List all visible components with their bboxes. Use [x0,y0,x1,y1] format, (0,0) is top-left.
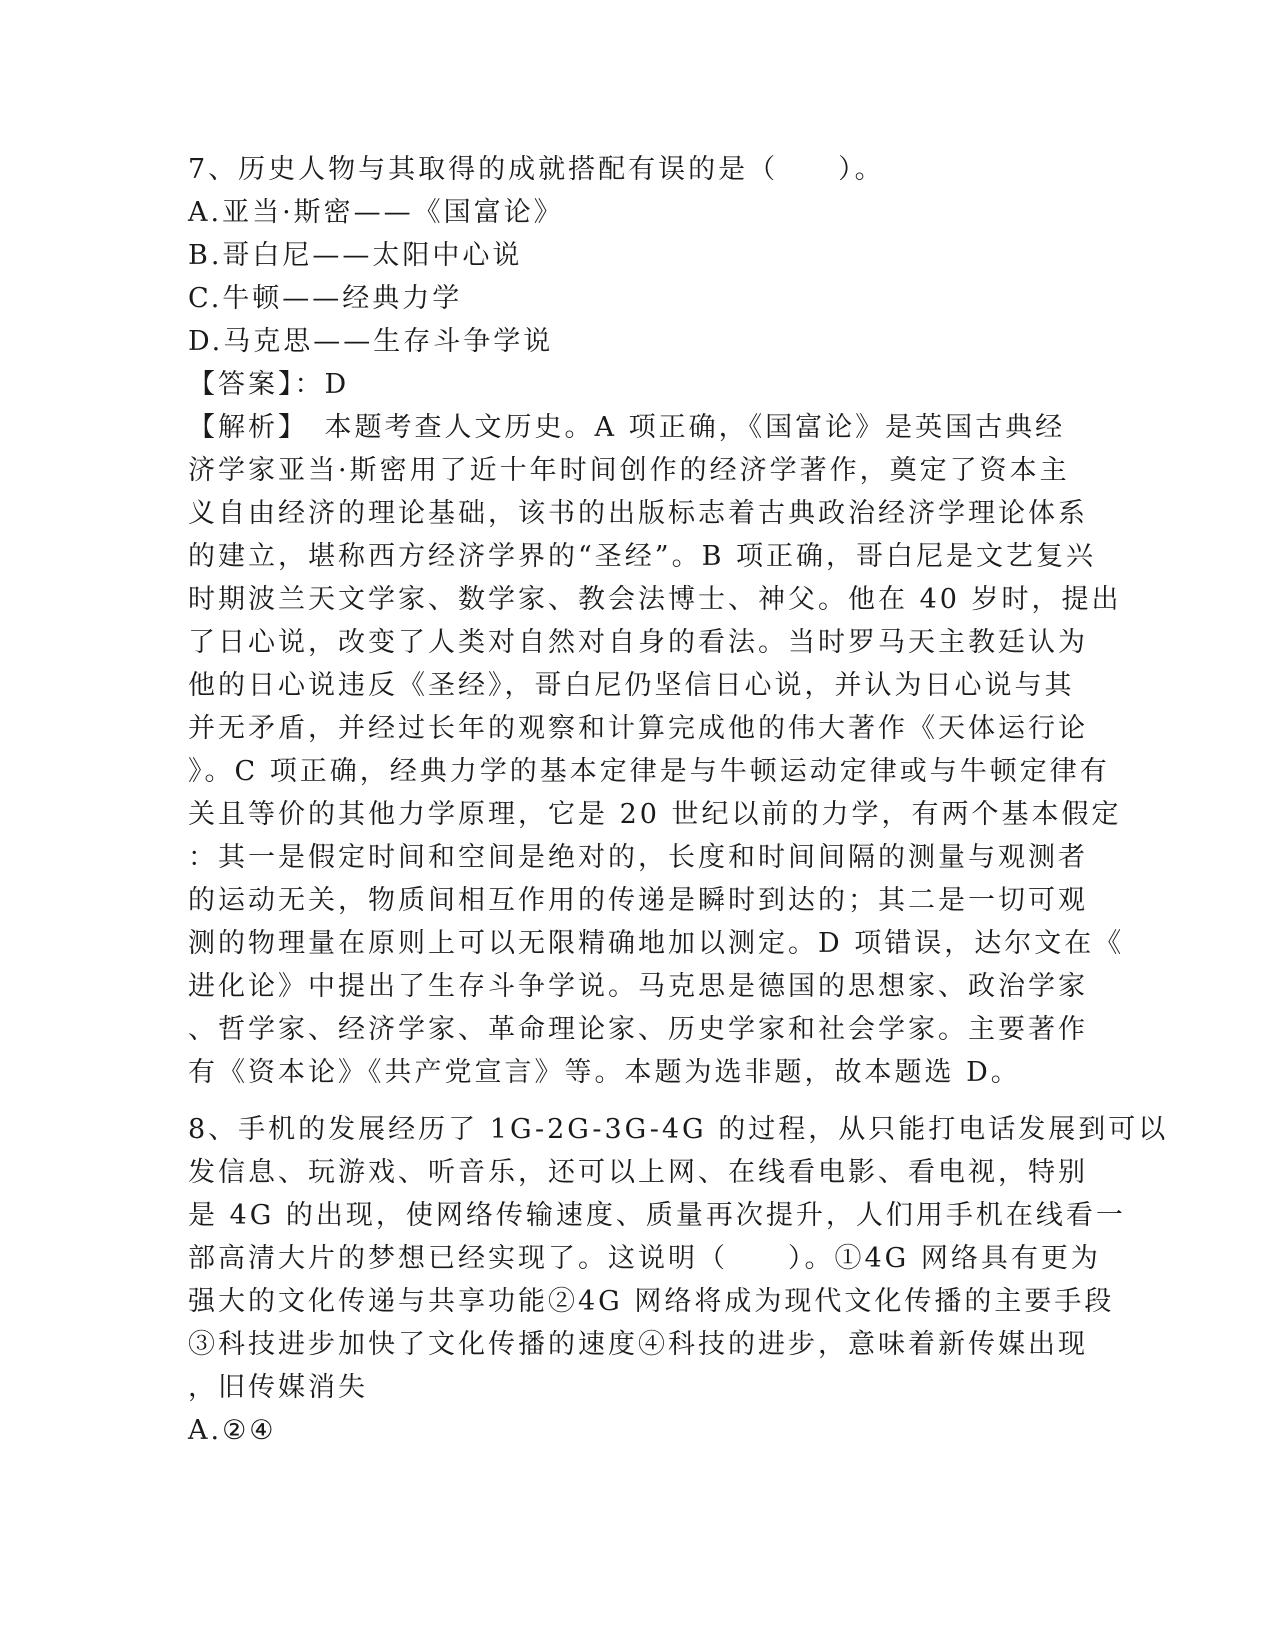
question-stem-line: 是 4G 的出现，使网络传输速度、质量再次提升，人们用手机在线看一 [188,1200,1126,1231]
analysis-line: 测的物理量在原则上可以无限精确地加以测定。D 项错误，达尔文在《 [188,928,1125,959]
analysis-line: 义自由经济的理论基础，该书的出版标志着古典政治经济学理论体系 [188,498,1088,529]
analysis-line: 并无矛盾，并经过长年的观察和计算完成他的伟大著作《天体运行论 [188,713,1088,744]
answer-line: 【答案】：D [188,369,350,400]
analysis-line: 他的日心说违反《圣经》，哥白尼仍坚信日心说，并认为日心说与其 [188,670,1075,701]
question-stem-line: ，旧传媒消失 [188,1372,368,1403]
question-7 [188,148,1125,1094]
analysis-line: 的运动无关，物质间相互作用的传递是瞬时到达的；其二是一切可观 [188,885,1088,916]
analysis-line: 的建立，堪称西方经济学界的“圣经”。B 项正确，哥白尼是文艺复兴 [188,541,1097,572]
question-stem-line: 发信息、玩游戏、听音乐，还可以上网、在线看电影、看电视，特别 [188,1157,1088,1188]
option-a: A.②④ [188,1415,277,1446]
analysis-block [188,406,1125,1094]
analysis-line: 、哲学家、经济学家、革命理论家、历史学家和社会学家。主要著作 [188,1014,1088,1045]
analysis-line: 》。C 项正确，经典力学的基本定律是与牛顿运动定律或与牛顿定律有 [188,756,1110,787]
analysis-line: 时期波兰天文学家、数学家、教会法博士、神父。他在 40 岁时，提出 [188,584,1122,615]
option-d: D.马克思——生存斗争学说 [188,326,554,357]
question-8 [188,1108,1169,1452]
question-spacer [188,1094,1088,1108]
analysis-line: 【解析】 本题考查人文历史。A 项正确，《国富论》是英国古典经 [188,412,1066,443]
question-stem-line: 部高清大片的梦想已经实现了。这说明（ ）。①4G 网络具有更为 [188,1243,1101,1274]
analysis-line: 有《资本论》《共产党宣言》等。本题为选非题，故本题选 D。 [188,1057,1021,1088]
analysis-line: ：其一是假定时间和空间是绝对的，长度和时间间隔的测量与观测者 [188,842,1088,873]
analysis-line: 济学家亚当·斯密用了近十年时间创作的经济学著作，奠定了资本主 [188,455,1070,486]
option-a: A.亚当·斯密——《国富论》 [188,197,564,228]
page-content [188,148,1169,1452]
question-stem: 7、历史人物与其取得的成就搭配有误的是（ ）。 [188,154,885,185]
option-c: C.牛顿——经典力学 [188,283,463,314]
analysis-line: 了日心说，改变了人类对自然对自身的看法。当时罗马天主教廷认为 [188,627,1088,658]
question-stem-line: 强大的文化传递与共享功能②4G 网络将成为现代文化传播的主要手段 [188,1286,1115,1317]
analysis-line: 进化论》中提出了生存斗争学说。马克思是德国的思想家、政治学家 [188,971,1088,1002]
question-stem-line: ③科技进步加快了文化传播的速度④科技的进步，意味着新传媒出现 [188,1329,1088,1360]
analysis-line: 关且等价的其他力学原理，它是 20 世纪以前的力学，有两个基本假定 [188,799,1122,830]
question-stem-line: 8、手机的发展经历了 1G-2G-3G-4G 的过程，从只能打电话发展到可以 [188,1114,1169,1145]
option-b: B.哥白尼——太阳中心说 [188,240,523,271]
